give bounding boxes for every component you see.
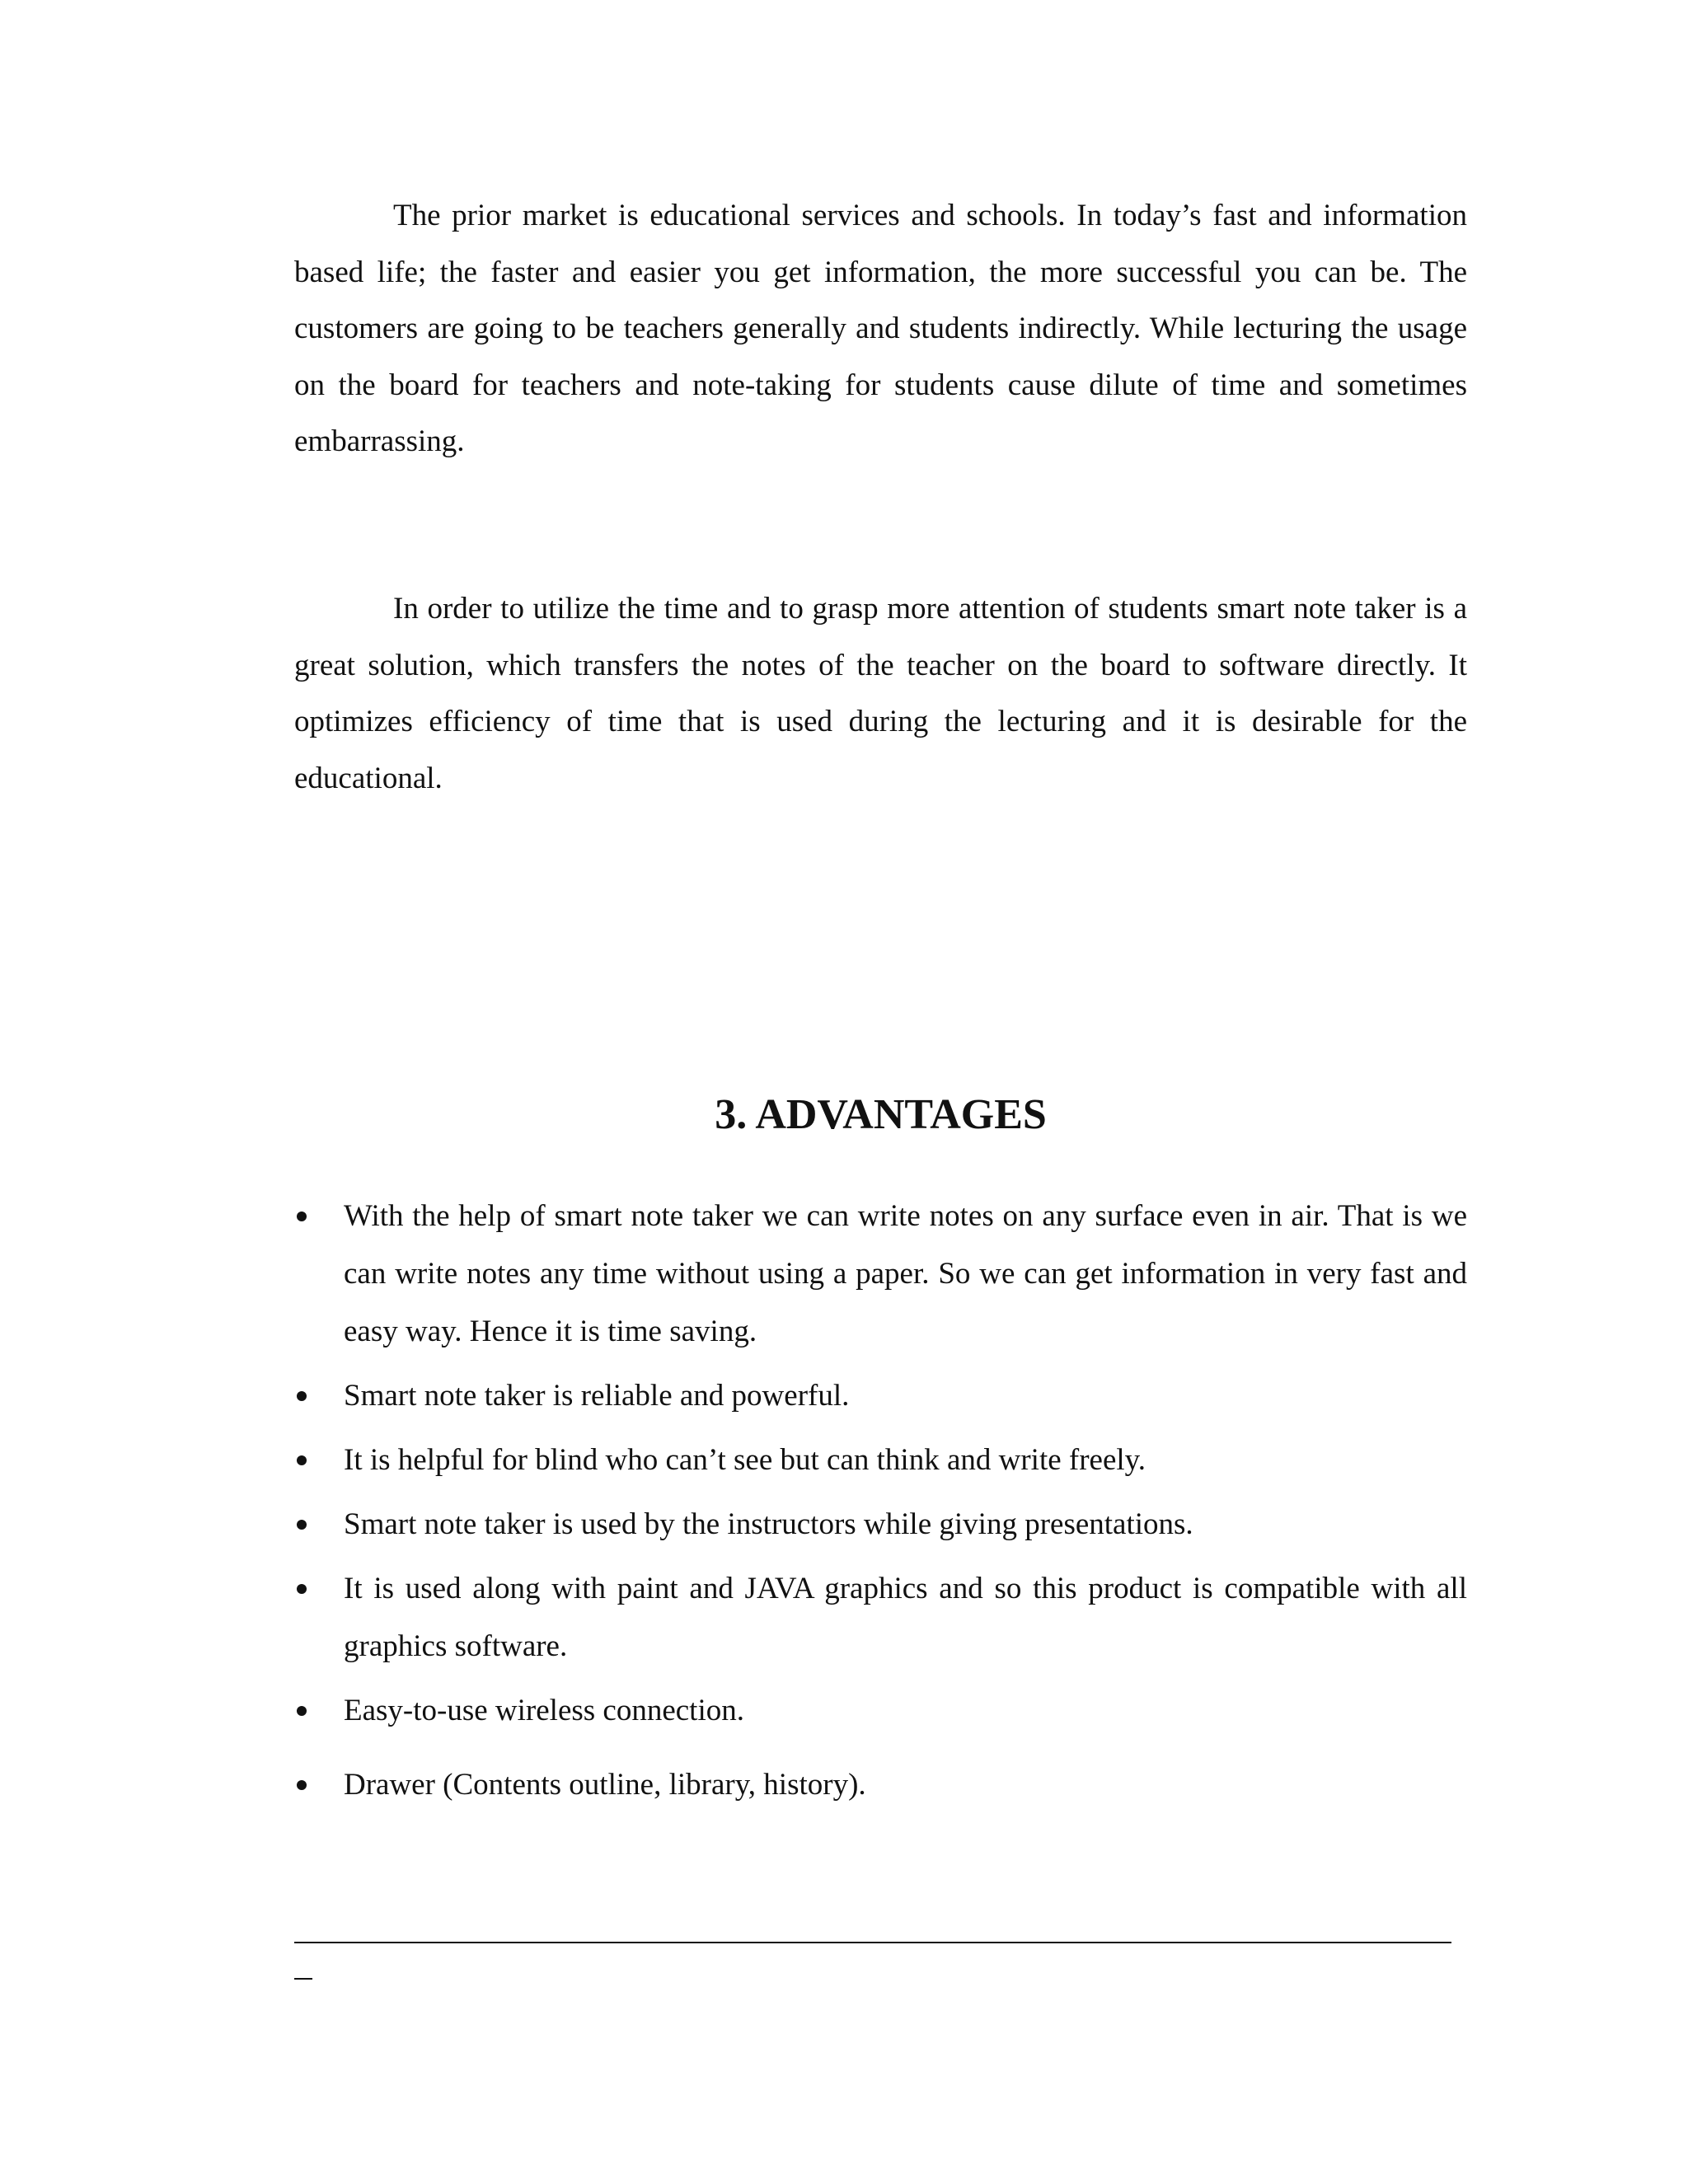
advantages-list: [294, 1188, 1467, 1821]
list-item-text: Drawer (Contents outline, library, history).: [344, 1768, 866, 1802]
bullet-icon: [297, 1780, 307, 1790]
bullet-icon: [297, 1706, 307, 1716]
bullet-icon: [297, 1212, 307, 1221]
list-item: [294, 1432, 1467, 1489]
bullet-icon: [297, 1584, 307, 1594]
list-item-text: It is helpful for blind who can’t see but can think and write freely.: [344, 1443, 1146, 1477]
list-item: [294, 1756, 1467, 1814]
list-item-text: With the help of smart note taker we can write notes on any surface even in air. That is we can write notes any time without using a paper. So we can get information in very fast and easy way. Hence it is time saving.: [344, 1199, 1467, 1348]
list-item: [294, 1682, 1467, 1740]
list-item-text: Smart note taker is used by the instructors while giving presentations.: [344, 1507, 1193, 1541]
bullet-icon: [297, 1455, 307, 1465]
footer-divider-tail: [294, 1978, 312, 1980]
list-item: [294, 1560, 1467, 1675]
bullet-icon: [297, 1391, 307, 1401]
list-item: [294, 1367, 1467, 1425]
body-paragraph-solution: In order to utilize the time and to grasp more attention of students smart note taker is a great solution, which transfers the notes of the teacher on the board to software directly. It optimizes efficiency of time that is used during the lecturing and it is desirable for the educational.: [294, 592, 1467, 795]
list-item: [294, 1188, 1467, 1361]
footer-divider: [294, 1942, 1451, 1943]
list-item: [294, 1496, 1467, 1554]
body-paragraph-market: The prior market is educational services and schools. In today’s fast and information based life; the faster and easier you get information, the more successful you can be. The customers are going to be teachers generally and students indirectly. While lecturing the usage on the board for teachers and note-taking for students cause dilute of time and sometimes embarrassing.: [294, 199, 1467, 458]
list-item-text: Easy-to-use wireless connection.: [344, 1694, 744, 1727]
bullet-icon: [297, 1520, 307, 1530]
list-item-text: Smart note taker is reliable and powerful.: [344, 1379, 850, 1413]
section-heading: 3. ADVANTAGES: [715, 1091, 1047, 1138]
list-item-text: It is used along with paint and JAVA graphics and so this product is compatible with all graphics software.: [344, 1572, 1467, 1663]
